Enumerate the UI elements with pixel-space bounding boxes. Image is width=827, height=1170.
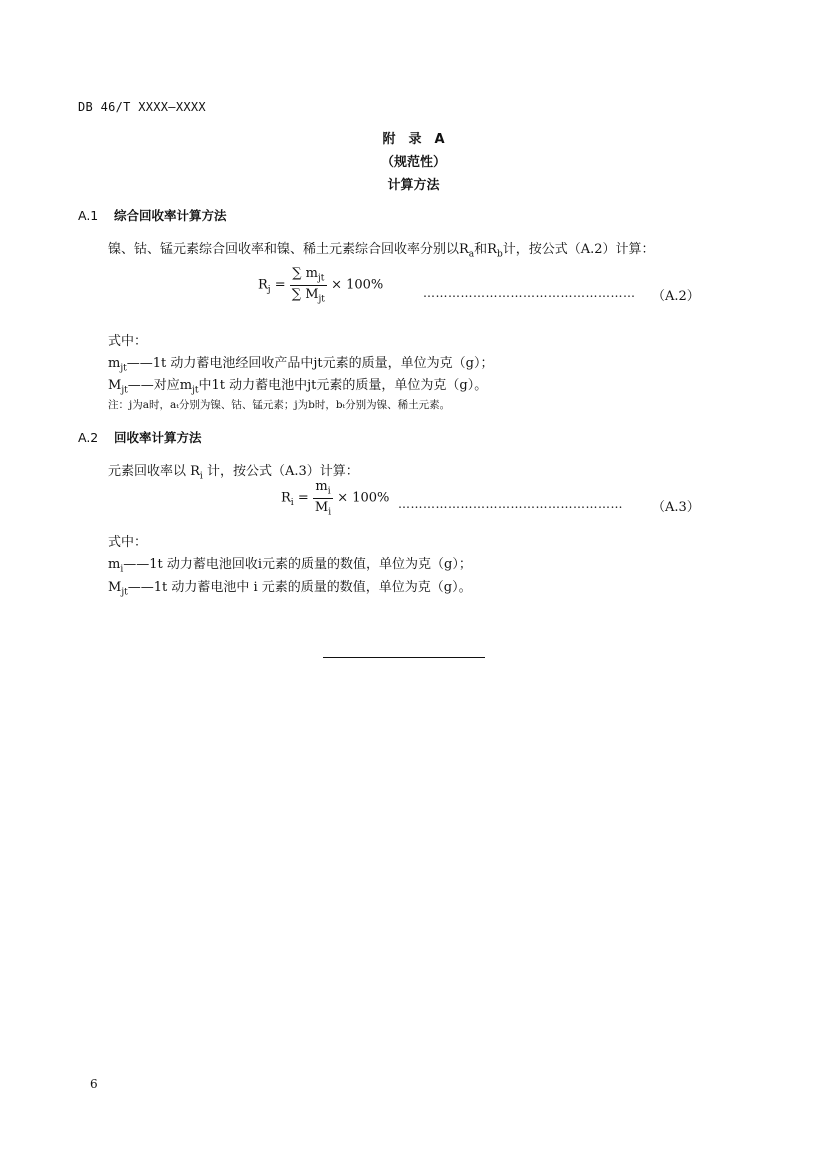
definition-mi: $m_i——1t$ 动力蓄电池回收i元素的质量的数值，单位为克（g）； bbox=[108, 557, 472, 575]
intro-text: 和R bbox=[474, 242, 497, 257]
fraction bbox=[290, 266, 327, 304]
document-code: DB 46/T XXXX—XXXX bbox=[78, 100, 206, 114]
fraction bbox=[313, 479, 333, 517]
annex-title: 附 录 A bbox=[382, 132, 445, 147]
numerator: $m_i$ bbox=[313, 479, 333, 499]
annex-name: 计算方法 bbox=[387, 178, 440, 193]
formula-lhs: R bbox=[281, 490, 291, 506]
formula-a2 bbox=[258, 266, 383, 304]
page-number: 6 bbox=[90, 1077, 98, 1091]
where-label: 式中： bbox=[108, 334, 148, 349]
section-a2-heading bbox=[78, 428, 202, 446]
formula-label-a3: （A.3） bbox=[652, 500, 700, 515]
section-a1-intro bbox=[108, 238, 655, 260]
equals-sign: = bbox=[274, 277, 286, 293]
intro-text: 计，按公式（A.2）计算： bbox=[502, 242, 655, 257]
formula-a3 bbox=[281, 479, 389, 517]
equals-sign: = bbox=[297, 490, 309, 506]
section-title: 综合回收率计算方法 bbox=[114, 208, 227, 223]
annex-type: （规范性） bbox=[380, 155, 446, 170]
subscript: i bbox=[290, 498, 294, 509]
subscript: a bbox=[468, 249, 475, 260]
intro-text: 镍、钴、锰元素综合回收率和镍、稀土元素综合回收率分别以R bbox=[108, 242, 469, 257]
subscript: j bbox=[267, 285, 271, 296]
definition-Mjt: $M_{jt}——1t$ 动力蓄电池中 i 元素的质量的数值，单位为克（g）。 bbox=[108, 580, 472, 598]
definition-mjt: $m_{jt}——1t$ 动力蓄电池经回收产品中jt元素的质量，单位为克（g）； bbox=[108, 356, 494, 374]
denominator: $M_i$ bbox=[314, 499, 332, 518]
section-a1-heading bbox=[78, 206, 227, 224]
end-rule bbox=[323, 657, 485, 658]
numerator: ∑ $m_{jt}$ bbox=[290, 266, 327, 286]
section-a2-intro: 元素回收率以 $R_i$ 计，按公式（A.3）计算： bbox=[108, 464, 359, 482]
leader-dots: …………………………………………… bbox=[423, 286, 636, 300]
where-label: 式中： bbox=[108, 535, 148, 550]
section-number: A.1 bbox=[78, 208, 99, 223]
times-percent: × 100% bbox=[337, 490, 390, 506]
subscript: b bbox=[496, 249, 503, 260]
definition-Mjt: $M_{jt}——$对应$m_{jt}$中1t 动力蓄电池中jt元素的质量，单位为克（g）。 bbox=[108, 378, 488, 396]
section-title: 回收率计算方法 bbox=[114, 430, 202, 445]
times-percent: × 100% bbox=[331, 277, 384, 293]
note: 注：j为a时，aₜ分别为镍、钴、锰元素；j为b时，bₜ分别为镍、稀土元素。 bbox=[108, 399, 451, 411]
section-number: A.2 bbox=[78, 430, 99, 445]
formula-lhs: R bbox=[258, 277, 268, 293]
leader-dots: ……………………………………………… bbox=[398, 497, 623, 511]
formula-label-a2: （A.2） bbox=[652, 289, 700, 304]
denominator: ∑ $M_{jt}$ bbox=[291, 286, 325, 305]
